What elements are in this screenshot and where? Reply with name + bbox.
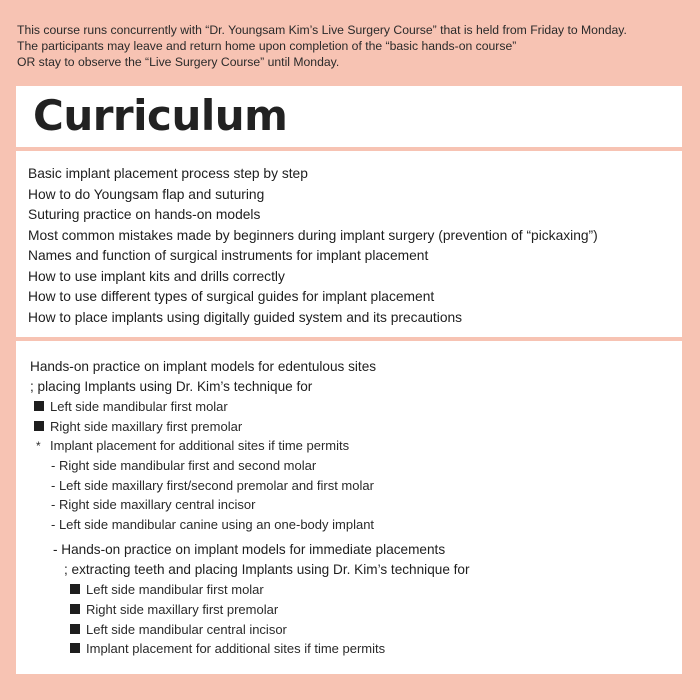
topic-item: Basic implant placement process step by step [28,166,308,181]
topic-item: Most common mistakes made by beginners during implant surgery (prevention of “pickaxing”) [28,227,598,243]
practice-heading: Hands-on practice on implant models for edentulous sites [30,359,377,374]
topics-panel [16,151,682,337]
list-item [70,621,287,639]
list-item [70,581,264,599]
square-bullet-icon [70,604,80,614]
intro-note [17,22,687,70]
sub-item: - Right side maxillary central incisor [51,497,256,512]
title-panel [16,86,682,147]
list-item [70,601,278,619]
list-item [36,437,349,455]
list-item [34,398,228,416]
topic-item: Suturing practice on hands-on models [28,207,261,222]
intro-line: The participants may leave and return home upon completion of the “basic hands-on course” [17,39,517,53]
square-bullet-icon [34,421,44,431]
topic-item: How to use implant kits and drills correctly [28,268,285,284]
immediate-subheading: ; extracting teeth and placing Implants using Dr. Kim’s technique for [64,562,470,577]
list-item-label: Implant placement for additional sites if time permits [86,641,386,656]
list-item [70,640,385,658]
topic-item: Names and function of surgical instruments for implant placement [28,248,429,263]
square-bullet-icon [70,643,80,653]
list-item-label: Left side mandibular first molar [50,399,228,414]
square-bullet-icon [34,401,44,411]
sub-item: - Right side mandibular first and second molar [51,458,317,473]
list-item-label: Right side maxillary first premolar [86,602,279,617]
list-item-label: Left side mandibular first molar [86,582,264,597]
intro-line: This course runs concurrently with “Dr. Youngsam Kim’s Live Surgery Course” that is held from Friday to Monday. [17,23,627,37]
list-item-label: Right side maxillary first premolar [50,419,243,434]
list-item [34,418,242,436]
topic-item: How to place implants using digitally guided system and its precautions [28,309,463,325]
intro-line: OR stay to observe the “Live Surgery Course” until Monday. [17,55,340,69]
topics-list [28,164,598,328]
page-title: Curriculum [33,91,288,140]
topic-item: How to use different types of surgical guides for implant placement [28,289,435,304]
square-bullet-icon [70,624,80,634]
list-item-label: Left side mandibular central incisor [86,622,287,637]
list-item-label: Implant placement for additional sites if time permits [50,438,350,453]
square-bullet-icon [70,584,80,594]
immediate-heading: - Hands-on practice on implant models for immediate placements [53,542,446,557]
practice-panel [16,341,682,674]
practice-subheading: ; placing Implants using Dr. Kim’s technique for [30,379,313,394]
sub-item: - Left side mandibular canine using an one-body implant [51,517,375,532]
sub-item: - Left side maxillary first/second premolar and first molar [51,478,374,493]
asterisk-icon: * [36,439,41,453]
topic-item: How to do Youngsam flap and suturing [28,186,265,202]
